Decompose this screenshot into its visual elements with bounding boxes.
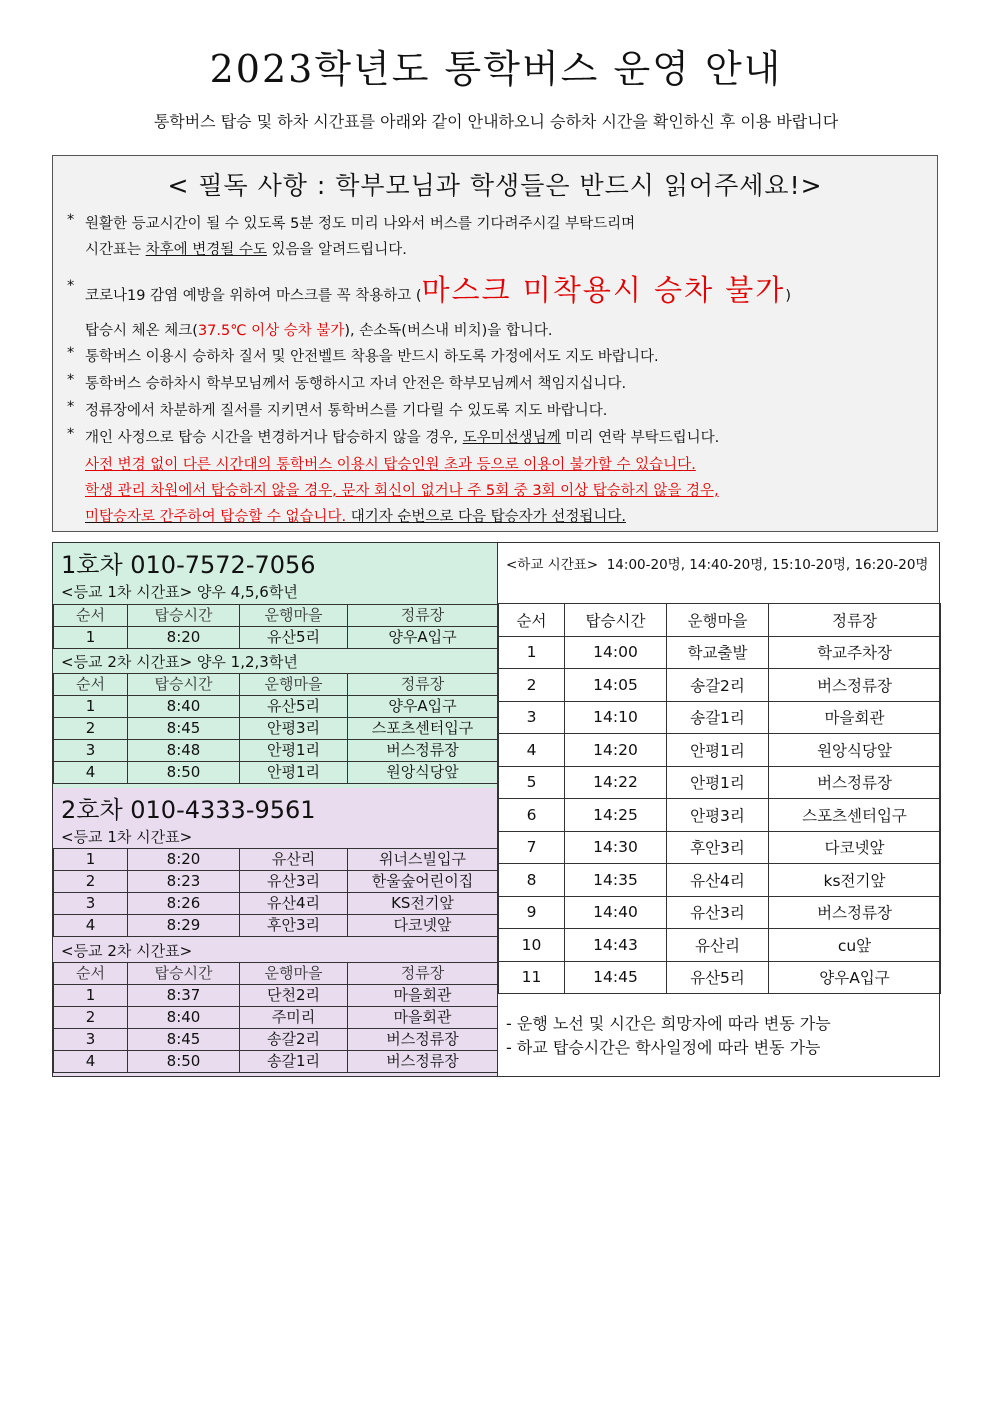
table-cell: 마을회관 bbox=[769, 701, 941, 734]
table-cell: 1 bbox=[54, 627, 128, 649]
table-row bbox=[54, 1051, 498, 1073]
table-cell: 양우A입구 bbox=[348, 696, 498, 718]
notice-heading: < 필독 사항 : 학부모님과 학생들은 반드시 읽어주세요!> bbox=[167, 171, 823, 200]
table-row bbox=[499, 864, 941, 897]
table-cell: 버스정류장 bbox=[769, 669, 941, 702]
table-cell: 14:05 bbox=[565, 669, 667, 702]
table-header-row bbox=[499, 604, 941, 637]
table-cell: 스포츠센터입구 bbox=[348, 718, 498, 740]
table-cell: 8:23 bbox=[128, 871, 240, 893]
table-cell: 8:45 bbox=[128, 718, 240, 740]
header-cell: 순서 bbox=[499, 604, 565, 637]
table-cell: 다코넷앞 bbox=[769, 831, 941, 864]
dismissal-table bbox=[498, 603, 941, 994]
notice-underlined-text: 도우미선생님께 bbox=[462, 430, 561, 446]
header-cell: 정류장 bbox=[348, 963, 498, 985]
bus2-sched2-label: <등교 2차 시간표> bbox=[61, 942, 193, 960]
header-cell: 탑승시간 bbox=[128, 605, 240, 627]
table-cell: 마을회관 bbox=[348, 1007, 498, 1029]
table-cell: 학교주차장 bbox=[769, 636, 941, 669]
table-cell: 양우A입구 bbox=[769, 961, 941, 994]
header-cell: 정류장 bbox=[348, 674, 498, 696]
header-cell: 운행마을 bbox=[240, 605, 348, 627]
table-cell: 단천2리 bbox=[240, 985, 348, 1007]
bullet-star: * bbox=[67, 278, 75, 294]
table-cell: 원앙식당앞 bbox=[348, 762, 498, 784]
table-cell: 마을회관 bbox=[348, 985, 498, 1007]
dismissal-info: 14:00-20명, 14:40-20명, 15:10-20명, 16:20-20명 bbox=[606, 557, 929, 573]
table-cell: 14:25 bbox=[565, 799, 667, 832]
bullet-star: * bbox=[67, 345, 75, 361]
table-cell: 송갈2리 bbox=[667, 669, 769, 702]
notice-text-part: ), 손소독(버스내 비치)을 합니다. bbox=[344, 323, 553, 339]
notice-text bbox=[85, 426, 719, 447]
table-cell: 다코넷앞 bbox=[348, 915, 498, 937]
notice-red-text: 미탑승자로 간주하여 탑승할 수 없습니다. bbox=[85, 509, 347, 525]
table-row bbox=[54, 1029, 498, 1051]
table-row bbox=[499, 669, 941, 702]
bus2-title: 2호차 010-4333-9561 bbox=[61, 796, 316, 824]
table-cell: 안평3리 bbox=[667, 799, 769, 832]
table-row bbox=[54, 762, 498, 784]
table-cell: 3 bbox=[54, 893, 128, 915]
notice-red-text: 학생 관리 차원에서 탑승하지 않을 경우, 문자 회신이 없거나 주 5회 중 3회 이상 탑승하지 않을 경우, bbox=[85, 483, 719, 499]
header-cell: 운행마을 bbox=[240, 963, 348, 985]
table-cell: 14:35 bbox=[565, 864, 667, 897]
header-cell: 정류장 bbox=[769, 604, 941, 637]
bus1-sched1-table bbox=[53, 604, 498, 649]
table-cell: 1 bbox=[499, 636, 565, 669]
table-row bbox=[54, 871, 498, 893]
table-cell: 버스정류장 bbox=[769, 896, 941, 929]
table-cell: 14:45 bbox=[565, 961, 667, 994]
table-row bbox=[499, 831, 941, 864]
table-cell: 8:40 bbox=[128, 1007, 240, 1029]
header-cell: 순서 bbox=[54, 674, 128, 696]
table-row bbox=[499, 961, 941, 994]
table-cell: 버스정류장 bbox=[348, 740, 498, 762]
notice-underlined-text: 차후에 변경될 수도 bbox=[145, 242, 267, 258]
table-cell: cu앞 bbox=[769, 929, 941, 962]
table-cell: 유산3리 bbox=[240, 871, 348, 893]
notice-box bbox=[52, 155, 938, 532]
header-cell: 순서 bbox=[54, 605, 128, 627]
table-cell: 6 bbox=[499, 799, 565, 832]
table-cell: 5 bbox=[499, 766, 565, 799]
table-cell: 1 bbox=[54, 985, 128, 1007]
notice-text: 정류장에서 차분하게 질서를 지키면서 통학버스를 기다릴 수 있도록 지도 바랍니다. bbox=[85, 403, 608, 419]
bus1-section bbox=[53, 543, 497, 788]
notice-text-part: 개인 사정으로 탑승 시간을 변경하거나 탑승하지 않을 경우, bbox=[85, 430, 463, 446]
table-row bbox=[54, 718, 498, 740]
notice-text-part: 미리 연락 부탁드립니다. bbox=[560, 430, 720, 446]
table-row bbox=[54, 915, 498, 937]
table-row bbox=[54, 696, 498, 718]
table-cell: 4 bbox=[499, 734, 565, 767]
table-cell: 14:00 bbox=[565, 636, 667, 669]
table-row bbox=[499, 636, 941, 669]
table-cell: 후안3리 bbox=[240, 915, 348, 937]
bus2-sched2-table bbox=[53, 962, 498, 1073]
dismissal-label: <하교 시간표> bbox=[506, 557, 599, 573]
table-cell: 유산3리 bbox=[667, 896, 769, 929]
table-cell: 1 bbox=[54, 696, 128, 718]
bus2-section bbox=[53, 788, 497, 1076]
table-cell: 유산5리 bbox=[240, 696, 348, 718]
table-row bbox=[54, 985, 498, 1007]
table-cell: 2 bbox=[54, 871, 128, 893]
header-cell: 탑승시간 bbox=[565, 604, 667, 637]
table-cell: 학교출발 bbox=[667, 636, 769, 669]
table-cell: 4 bbox=[54, 1051, 128, 1073]
table-cell: 14:22 bbox=[565, 766, 667, 799]
table-cell: 2 bbox=[54, 1007, 128, 1029]
bullet-star: * bbox=[67, 212, 75, 228]
table-header-row bbox=[54, 674, 498, 696]
notice-red-text: 사전 변경 없이 다른 시간대의 통학버스 이용시 탑승인원 초과 등으로 이용이 불가할 수 있습니다. bbox=[85, 457, 696, 473]
table-cell: 스포츠센터입구 bbox=[769, 799, 941, 832]
dismissal-header bbox=[506, 555, 936, 575]
temperature-warning: 37.5℃ 이상 승차 불가 bbox=[197, 323, 345, 339]
dismissal-note-2: - 하교 탑승시간은 학사일정에 따라 변동 가능 bbox=[506, 1038, 821, 1057]
table-cell: 유산4리 bbox=[667, 864, 769, 897]
table-cell: 버스정류장 bbox=[769, 766, 941, 799]
table-cell: 송갈2리 bbox=[240, 1029, 348, 1051]
table-cell: 8:48 bbox=[128, 740, 240, 762]
table-cell: 후안3리 bbox=[667, 831, 769, 864]
notice-text-part: 있음을 알려드립니다. bbox=[266, 242, 407, 258]
table-cell: 8:26 bbox=[128, 893, 240, 915]
table-cell: 8 bbox=[499, 864, 565, 897]
bus1-title: 1호차 010-7572-7056 bbox=[61, 551, 316, 579]
table-cell: 안평1리 bbox=[667, 734, 769, 767]
table-cell: 안평1리 bbox=[240, 762, 348, 784]
notice-text: 통학버스 이용시 승하차 질서 및 안전벨트 착용을 반드시 하도록 가정에서도 지도 바랍니다. bbox=[85, 349, 659, 365]
table-cell: 안평1리 bbox=[240, 740, 348, 762]
table-cell: 2 bbox=[499, 669, 565, 702]
table-row bbox=[499, 701, 941, 734]
header-cell: 운행마을 bbox=[240, 674, 348, 696]
table-cell: 한울숲어린이집 bbox=[348, 871, 498, 893]
table-row bbox=[499, 766, 941, 799]
table-cell: 14:10 bbox=[565, 701, 667, 734]
table-cell: 4 bbox=[54, 762, 128, 784]
table-row bbox=[54, 849, 498, 871]
table-cell: 8:37 bbox=[128, 985, 240, 1007]
bus2-sched1-table bbox=[53, 848, 498, 937]
table-row bbox=[499, 734, 941, 767]
page-title: 2023학년도 통학버스 운영 안내 bbox=[209, 47, 783, 91]
table-cell: 1 bbox=[54, 849, 128, 871]
table-cell: 8:45 bbox=[128, 1029, 240, 1051]
table-cell: 7 bbox=[499, 831, 565, 864]
table-cell: KS전기앞 bbox=[348, 893, 498, 915]
table-row bbox=[499, 929, 941, 962]
notice-text bbox=[85, 505, 626, 526]
dismissal-schedule bbox=[497, 543, 940, 1076]
table-row bbox=[54, 893, 498, 915]
table-cell: 송갈1리 bbox=[240, 1051, 348, 1073]
table-cell: 버스정류장 bbox=[348, 1029, 498, 1051]
page-subtitle: 통학버스 탑승 및 하차 시간표를 아래와 같이 안내하오니 승하차 시간을 확인하신 후 이용 바랍니다 bbox=[153, 112, 839, 131]
bus1-sched2-table bbox=[53, 673, 498, 784]
mask-warning: 마스크 미착용시 승차 불가 bbox=[421, 273, 786, 307]
table-cell: 유산4리 bbox=[240, 893, 348, 915]
table-row bbox=[499, 896, 941, 929]
table-cell: 8:20 bbox=[128, 627, 240, 649]
table-cell: 3 bbox=[499, 701, 565, 734]
notice-text-part: 시간표는 bbox=[85, 242, 146, 258]
table-cell: 안평3리 bbox=[240, 718, 348, 740]
table-cell: 2 bbox=[54, 718, 128, 740]
table-row bbox=[54, 740, 498, 762]
header-cell: 탑승시간 bbox=[128, 963, 240, 985]
table-row bbox=[54, 627, 498, 649]
header-cell: 탑승시간 bbox=[128, 674, 240, 696]
table-cell: 주미리 bbox=[240, 1007, 348, 1029]
table-row bbox=[54, 1007, 498, 1029]
table-cell: 양우A입구 bbox=[348, 627, 498, 649]
bus2-sched1-label: <등교 1차 시간표> bbox=[61, 828, 193, 846]
table-cell: ks전기앞 bbox=[769, 864, 941, 897]
table-header-row bbox=[54, 605, 498, 627]
table-cell: 14:40 bbox=[565, 896, 667, 929]
notice-text: 원활한 등교시간이 될 수 있도록 5분 정도 미리 나와서 버스를 기다려주시길 부탁드리며 bbox=[85, 216, 636, 232]
notice-text-part: 대기자 순번으로 다음 탑승자가 선정됩니다. bbox=[346, 509, 626, 525]
table-cell: 14:43 bbox=[565, 929, 667, 962]
table-cell: 14:20 bbox=[565, 734, 667, 767]
morning-schedules bbox=[53, 543, 497, 1076]
header-cell: 정류장 bbox=[348, 605, 498, 627]
table-cell: 8:20 bbox=[128, 849, 240, 871]
table-row bbox=[499, 799, 941, 832]
table-cell: 10 bbox=[499, 929, 565, 962]
notice-text bbox=[85, 268, 791, 309]
table-cell: 8:40 bbox=[128, 696, 240, 718]
table-header-row bbox=[54, 963, 498, 985]
bullet-star: * bbox=[67, 372, 75, 388]
dismissal-note-1: - 운행 노선 및 시간은 희망자에 따라 변동 가능 bbox=[506, 1014, 831, 1033]
table-cell: 14:30 bbox=[565, 831, 667, 864]
schedule-tables bbox=[52, 542, 940, 1077]
table-cell: 원앙식당앞 bbox=[769, 734, 941, 767]
table-cell: 유산5리 bbox=[667, 961, 769, 994]
bus1-sched1-label: <등교 1차 시간표> 양우 4,5,6학년 bbox=[61, 583, 298, 601]
table-cell: 유산리 bbox=[667, 929, 769, 962]
header-cell: 순서 bbox=[54, 963, 128, 985]
notice-text: 통학버스 승하차시 학부모님께서 동행하시고 자녀 안전은 학부모님께서 책임지십니다. bbox=[85, 376, 627, 392]
notice-text bbox=[85, 238, 407, 259]
table-cell: 송갈1리 bbox=[667, 701, 769, 734]
bullet-star: * bbox=[67, 426, 75, 442]
notice-text bbox=[85, 319, 553, 340]
notice-text-part: 코로나19 감염 예방을 위하여 마스크를 꼭 착용하고 ( bbox=[85, 288, 422, 304]
table-cell: 안평1리 bbox=[667, 766, 769, 799]
table-cell: 버스정류장 bbox=[348, 1051, 498, 1073]
bus1-sched2-label: <등교 2차 시간표> 양우 1,2,3학년 bbox=[61, 653, 298, 671]
table-cell: 위너스빌입구 bbox=[348, 849, 498, 871]
header-cell: 운행마을 bbox=[667, 604, 769, 637]
bullet-star: * bbox=[67, 399, 75, 415]
table-cell: 11 bbox=[499, 961, 565, 994]
table-cell: 유산5리 bbox=[240, 627, 348, 649]
table-cell: 3 bbox=[54, 740, 128, 762]
notice-text-part: ) bbox=[785, 288, 791, 304]
notice-text-part: 탑승시 체온 체크( bbox=[85, 323, 198, 339]
table-cell: 4 bbox=[54, 915, 128, 937]
table-cell: 8:29 bbox=[128, 915, 240, 937]
table-cell: 9 bbox=[499, 896, 565, 929]
table-cell: 8:50 bbox=[128, 762, 240, 784]
table-cell: 3 bbox=[54, 1029, 128, 1051]
table-cell: 8:50 bbox=[128, 1051, 240, 1073]
table-cell: 유산리 bbox=[240, 849, 348, 871]
